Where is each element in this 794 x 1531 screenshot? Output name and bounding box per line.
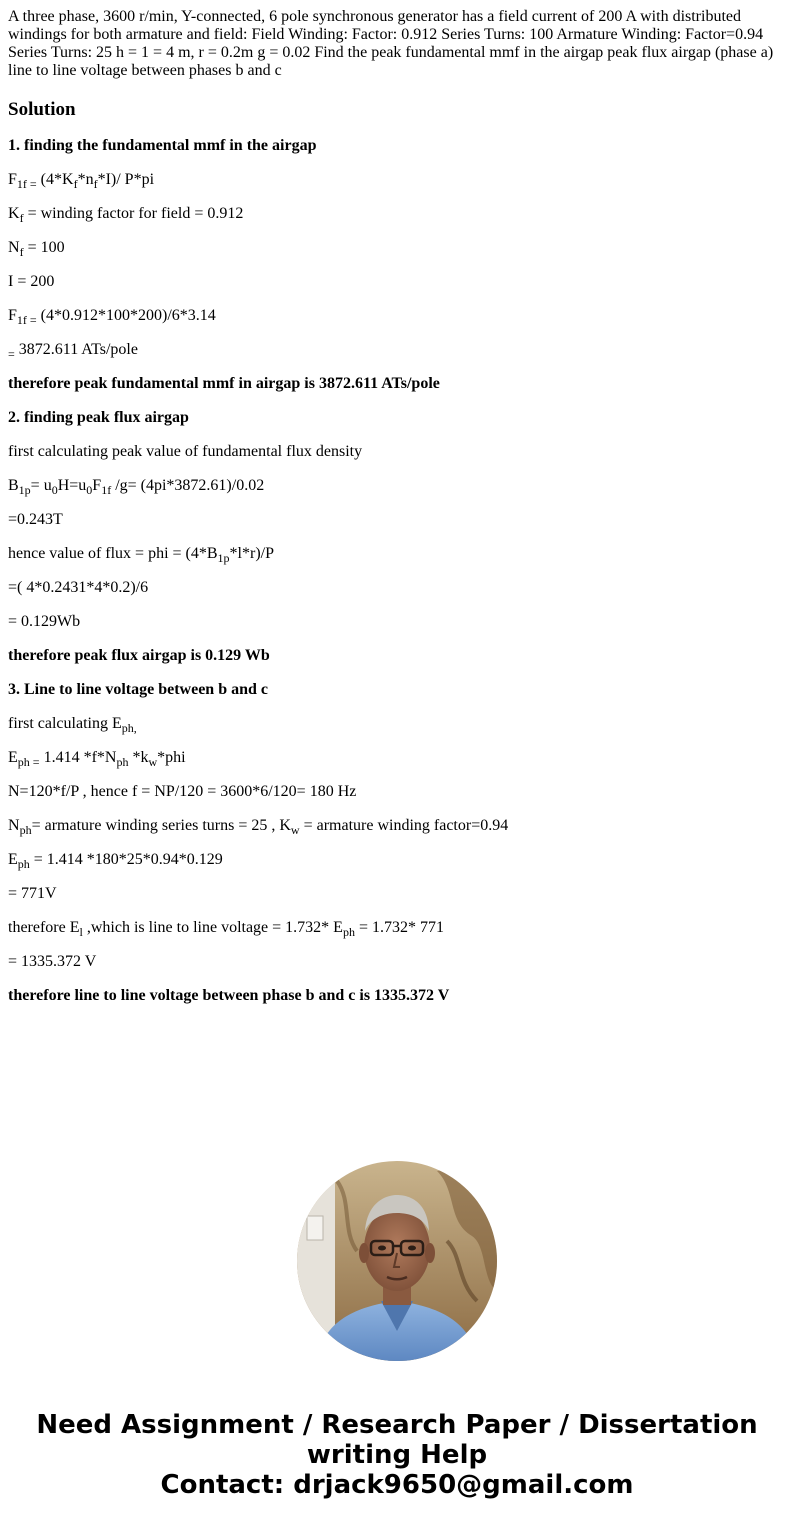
section-3-conclusion: therefore line to line voltage between phase b and c is 1335.372 V [8,987,450,1004]
equation-line: $F_{1f =}$ (4*0.912*100*200)/6*3.14 [8,307,216,327]
section-1-conclusion: therefore peak fundamental mmf in airgap is 3872.611 ATs/pole [8,375,440,392]
equation-line: $_=$ 3872.611 ATs/pole [8,341,138,361]
section-3-heading: 3. Line to line voltage between b and c [8,681,268,698]
equation-line: $F_{1f =}$ $(4*K_f*n_f*I)/$ P*pi [8,171,155,191]
equation-line: $B_{1p}= u_0H=u_0F_{1f}$ /g= (4pi*3872.61)/0.02 [8,477,265,497]
promo-line-1: Need Assignment / Research Paper / Dissertation [36,1410,758,1440]
avatar [297,1161,497,1361]
equation-line: $K_f$ = winding factor for field = 0.912 [8,205,244,225]
equation-line: first calculating $E_{ph,}$ [8,715,137,735]
equation-line: = 771V [8,885,57,902]
equation-line: =0.243T [8,511,63,528]
equation-line: $N_f = 100$ [8,239,65,259]
promo-contact: Contact: drjack9650@gmail.com [160,1470,634,1500]
equation-line: =( 4*0.2431*4*0.2)/6 [8,579,149,596]
author-portrait-image [297,1161,497,1361]
section-2-conclusion: therefore peak flux airgap is 0.129 Wb [8,647,270,664]
section-2-heading: 2. finding peak flux airgap [8,409,189,426]
promo-line-2: writing Help [306,1440,488,1470]
equation-line: first calculating peak value of fundamental flux density [8,443,363,460]
equation-line: = 1335.372 V [8,953,97,970]
equation-line: $E_{ph} = 1.414$ *180*25*0.94*0.129 [8,851,223,871]
equation-line: $E_{ph =}$ 1.414 $*f*N_{ph}$ $*k_w*phi$ [8,749,186,769]
equation-line: therefore $E_l$ ,which is line to line voltage = 1.732* $E_{ph} = 1.732*$ 771 [8,919,444,939]
equation-line: = 0.129Wb [8,613,81,630]
equation-line: N=120*f/P , hence f = NP/120 = 3600*6/120= 180 Hz [8,783,357,800]
solution-heading: Solution [8,99,76,120]
problem-statement: A three phase, 3600 r/min, Y-connected, 6 pole synchronous generator has a field current of 200 A with distributed windings for both armature and field: Field Winding: Factor: 0.912 Series Turns: 100 Armature Winding: Factor=0.94 Series Turns: 25 h = 1 = 4 m, r = 0.2m g = 0.02 Find the peak fundamental mmf in the airgap peak flux airgap (phase a) line to line voltage between phases b and c [8,8,774,79]
equation-line: hence value of flux = phi = $(4*B_{1p}*l*r)/P$ [8,545,274,565]
equation-line: I = 200 [8,273,55,290]
promo-footer [0,1410,794,1500]
section-1-heading: 1. finding the fundamental mmf in the airgap [8,137,317,154]
equation-line: $N_{ph}=$ armature winding series turns = 25 , $K_w$ = armature winding factor=0.94 [8,817,509,837]
document-body [0,8,794,1005]
